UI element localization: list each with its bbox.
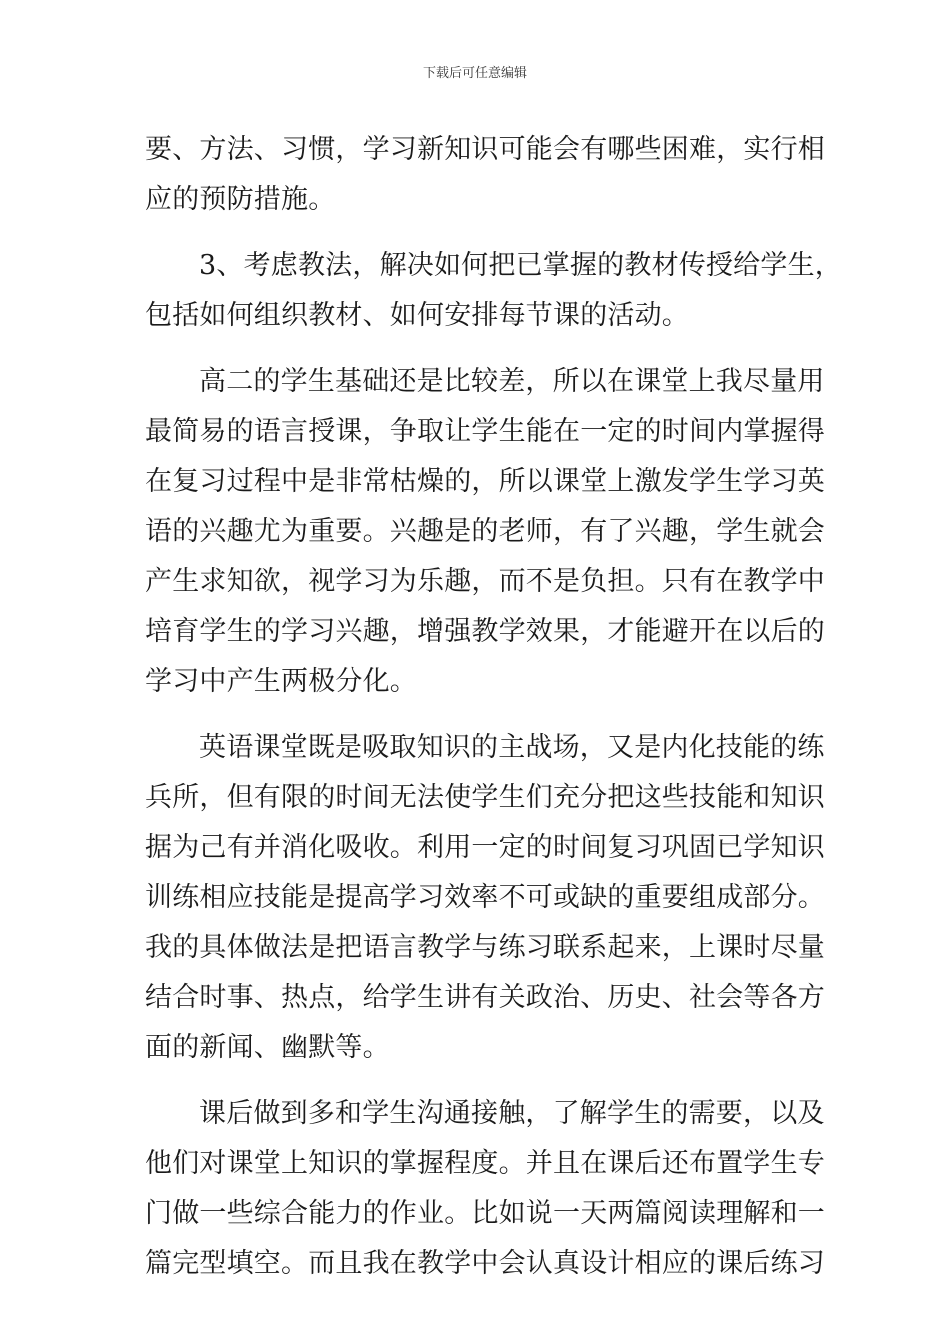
paragraph	[145, 723, 825, 1073]
text-line: 篇完型填空。而且我在教学中会认真设计相应的课后练习	[145, 1248, 825, 1279]
text-line: 英语课堂既是吸取知识的主战场，又是内化技能的练	[199, 732, 825, 763]
text-line: 课后做到多和学生沟通接触，了解学生的需要，以及	[199, 1098, 825, 1129]
text-line: 在复习过程中是非常枯燥的，所以课堂上激发学生学习英	[145, 466, 825, 497]
text-line: 门做一些综合能力的作业。比如说一天两篇阅读理解和一	[145, 1198, 825, 1229]
text-line: 面的新闻、幽默等。	[145, 1032, 390, 1063]
text-line: 他们对课堂上知识的掌握程度。并且在课后还布置学生专	[145, 1148, 825, 1179]
text-line: 包括如何组织教材、如何安排每节课的活动。	[145, 300, 689, 331]
text-line: 高二的学生基础还是比较差，所以在课堂上我尽量用	[199, 366, 825, 397]
text-line: 结合时事、热点，给学生讲有关政治、历史、社会等各方	[145, 982, 825, 1013]
text-line: 据为己有并消化吸收。利用一定的时间复习巩固已学知识	[145, 832, 825, 863]
text-line: 培育学生的学习兴趣，增强教学效果，才能避开在以后的	[145, 616, 825, 647]
text-line: 兵所，但有限的时间无法使学生们充分把这些技能和知识	[145, 782, 825, 813]
paragraph	[145, 241, 842, 341]
text-line: 语的兴趣尤为重要。兴趣是的老师，有了兴趣，学生就会	[145, 516, 825, 547]
text-line: 产生求知欲，视学习为乐趣，而不是负担。只有在教学中	[145, 566, 825, 597]
text-line: 要、方法、习惯，学习新知识可能会有哪些困难，实行相	[145, 134, 825, 165]
text-line: 学习中产生两极分化。	[145, 666, 417, 697]
document-body	[145, 125, 842, 1289]
paragraph	[145, 1089, 825, 1289]
paragraph	[145, 125, 825, 225]
text-line: 3、考虑教法，解决如何把已掌握的教材传授给学生，	[199, 250, 842, 281]
text-line: 应的预防措施。	[145, 184, 336, 215]
text-line: 我的具体做法是把语言教学与练习联系起来，上课时尽量	[145, 932, 825, 963]
paragraph	[145, 357, 825, 707]
text-line: 训练相应技能是提高学习效率不可或缺的重要组成部分。	[145, 882, 825, 913]
text-line: 最简易的语言授课，争取让学生能在一定的时间内掌握得	[145, 416, 825, 447]
page-header: 下载后可任意编辑	[422, 66, 527, 81]
